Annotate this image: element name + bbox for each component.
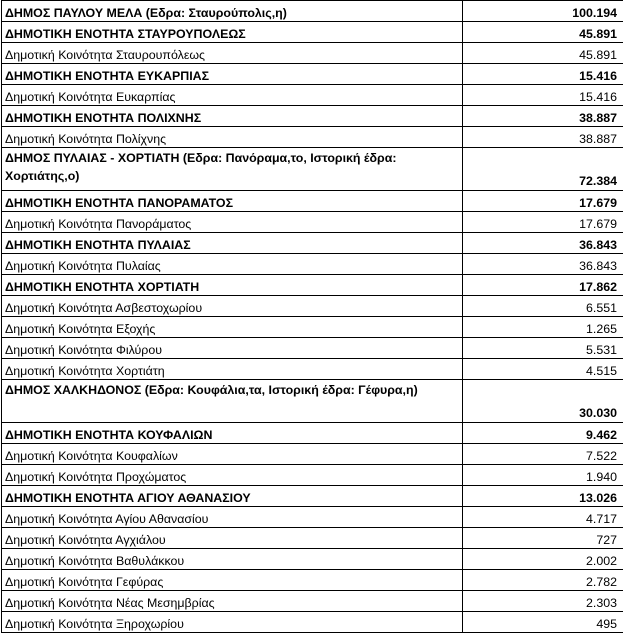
area-name-cell: ΔΗΜΟΣ ΠΑΥΛΟΥ ΜΕΛΑ (Εδρα: Σταυρούπολις,η) (2, 1, 463, 22)
table-row-header (2, 486, 623, 507)
table-row-header (2, 22, 623, 43)
population-cell: 4.717 (463, 507, 623, 528)
population-cell: 72.384 (463, 148, 623, 191)
table-row (2, 570, 623, 591)
table-row (2, 338, 623, 359)
area-name-cell: Δημοτική Κοινότητα Βαθυλάκκου (2, 549, 463, 570)
table-row-header (2, 64, 623, 85)
table-row (2, 444, 623, 465)
area-name-cell: Δημοτική Κοινότητα Ξηροχωρίου (2, 612, 463, 633)
population-cell: 17.862 (463, 275, 623, 296)
area-name-cell: Δημοτική Κοινότητα Αγχιάλου (2, 528, 463, 549)
table-row (2, 528, 623, 549)
area-name-cell: Δημοτική Κοινότητα Προχώματος (2, 465, 463, 486)
area-name-cell: Δημοτική Κοινότητα Εξοχής (2, 317, 463, 338)
area-name-cell: Δημοτική Κοινότητα Κουφαλίων (2, 444, 463, 465)
population-cell: 15.416 (463, 85, 623, 106)
population-cell: 2.303 (463, 591, 623, 612)
table-row-header (2, 148, 623, 191)
area-name-cell: Δημοτική Κοινότητα Ασβεστοχωρίου (2, 296, 463, 317)
area-name-cell: ΔΗΜΟΤΙΚΗ ΕΝΟΤΗΤΑ ΠΟΛΙΧΝΗΣ (2, 106, 463, 127)
area-name-cell: ΔΗΜΟΣ ΧΑΛΚΗΔΟΝΟΣ (Εδρα: Κουφάλια,τα, Ιστορική έδρα: Γέφυρα,η) (2, 380, 463, 423)
table-row (2, 549, 623, 570)
area-name-cell: Δημοτική Κοινότητα Νέας Μεσημβρίας (2, 591, 463, 612)
area-name-cell: ΔΗΜΟΤΙΚΗ ΕΝΟΤΗΤΑ ΣΤΑΥΡΟΥΠΟΛΕΩΣ (2, 22, 463, 43)
population-cell: 9.462 (463, 423, 623, 444)
area-name-cell: ΔΗΜΟΤΙΚΗ ΕΝΟΤΗΤΑ ΠΑΝΟΡΑΜΑΤΟΣ (2, 191, 463, 212)
area-name-cell: ΔΗΜΟΤΙΚΗ ΕΝΟΤΗΤΑ ΑΓΙΟΥ ΑΘΑΝΑΣΙΟΥ (2, 486, 463, 507)
population-cell: 17.679 (463, 212, 623, 233)
population-cell: 2.002 (463, 549, 623, 570)
population-cell: 45.891 (463, 22, 623, 43)
area-name-cell: ΔΗΜΟΤΙΚΗ ΕΝΟΤΗΤΑ ΠΥΛΑΙΑΣ (2, 233, 463, 254)
population-cell: 1.265 (463, 317, 623, 338)
population-cell: 38.887 (463, 106, 623, 127)
table-row (2, 254, 623, 275)
area-name-cell: ΔΗΜΟΤΙΚΗ ΕΝΟΤΗΤΑ ΕΥΚΑΡΠΙΑΣ (2, 64, 463, 85)
table-row-header (2, 275, 623, 296)
table-row (2, 317, 623, 338)
area-name-cell: Δημοτική Κοινότητα Πανοράματος (2, 212, 463, 233)
population-cell: 1.940 (463, 465, 623, 486)
population-cell: 15.416 (463, 64, 623, 85)
population-cell: 36.843 (463, 254, 623, 275)
area-name-cell: Δημοτική Κοινότητα Γεφύρας (2, 570, 463, 591)
table-row (2, 359, 623, 380)
area-name-cell: Δημοτική Κοινότητα Φιλύρου (2, 338, 463, 359)
table-row (2, 296, 623, 317)
population-cell: 2.782 (463, 570, 623, 591)
table-row (2, 591, 623, 612)
population-cell: 7.522 (463, 444, 623, 465)
population-cell: 5.531 (463, 338, 623, 359)
population-cell: 495 (463, 612, 623, 633)
table-row (2, 85, 623, 106)
table-row-header (2, 380, 623, 423)
area-name-cell: Δημοτική Κοινότητα Ευκαρπίας (2, 85, 463, 106)
table-row (2, 43, 623, 64)
population-cell: 17.679 (463, 191, 623, 212)
population-table (1, 0, 623, 633)
table-row (2, 465, 623, 486)
population-cell: 100.194 (463, 1, 623, 22)
population-cell: 36.843 (463, 233, 623, 254)
area-name-cell: Δημοτική Κοινότητα Αγίου Αθανασίου (2, 507, 463, 528)
population-cell: 45.891 (463, 43, 623, 64)
area-name-cell: ΔΗΜΟΣ ΠΥΛΑΙΑΣ - ΧΟΡΤΙΑΤΗ (Εδρα: Πανόραμα,το, Ιστορική έδρα: Χορτιάτης,ο) (2, 148, 463, 191)
population-cell: 4.515 (463, 359, 623, 380)
table-row (2, 212, 623, 233)
table-row (2, 507, 623, 528)
area-name-cell: Δημοτική Κοινότητα Χορτιάτη (2, 359, 463, 380)
population-cell: 38.887 (463, 127, 623, 148)
table-row-header (2, 191, 623, 212)
population-cell: 6.551 (463, 296, 623, 317)
area-name-cell: Δημοτική Κοινότητα Σταυρουπόλεως (2, 43, 463, 64)
table-row-header (2, 423, 623, 444)
area-name-cell: Δημοτική Κοινότητα Πολίχνης (2, 127, 463, 148)
table-row-header (2, 1, 623, 22)
area-name-cell: ΔΗΜΟΤΙΚΗ ΕΝΟΤΗΤΑ ΚΟΥΦΑΛΙΩΝ (2, 423, 463, 444)
table-row (2, 612, 623, 633)
population-cell: 13.026 (463, 486, 623, 507)
population-cell: 30.030 (463, 380, 623, 423)
table-row (2, 127, 623, 148)
table-row-header (2, 106, 623, 127)
area-name-cell: Δημοτική Κοινότητα Πυλαίας (2, 254, 463, 275)
area-name-cell: ΔΗΜΟΤΙΚΗ ΕΝΟΤΗΤΑ ΧΟΡΤΙΑΤΗ (2, 275, 463, 296)
population-table-body (2, 1, 623, 633)
table-row-header (2, 233, 623, 254)
population-cell: 727 (463, 528, 623, 549)
